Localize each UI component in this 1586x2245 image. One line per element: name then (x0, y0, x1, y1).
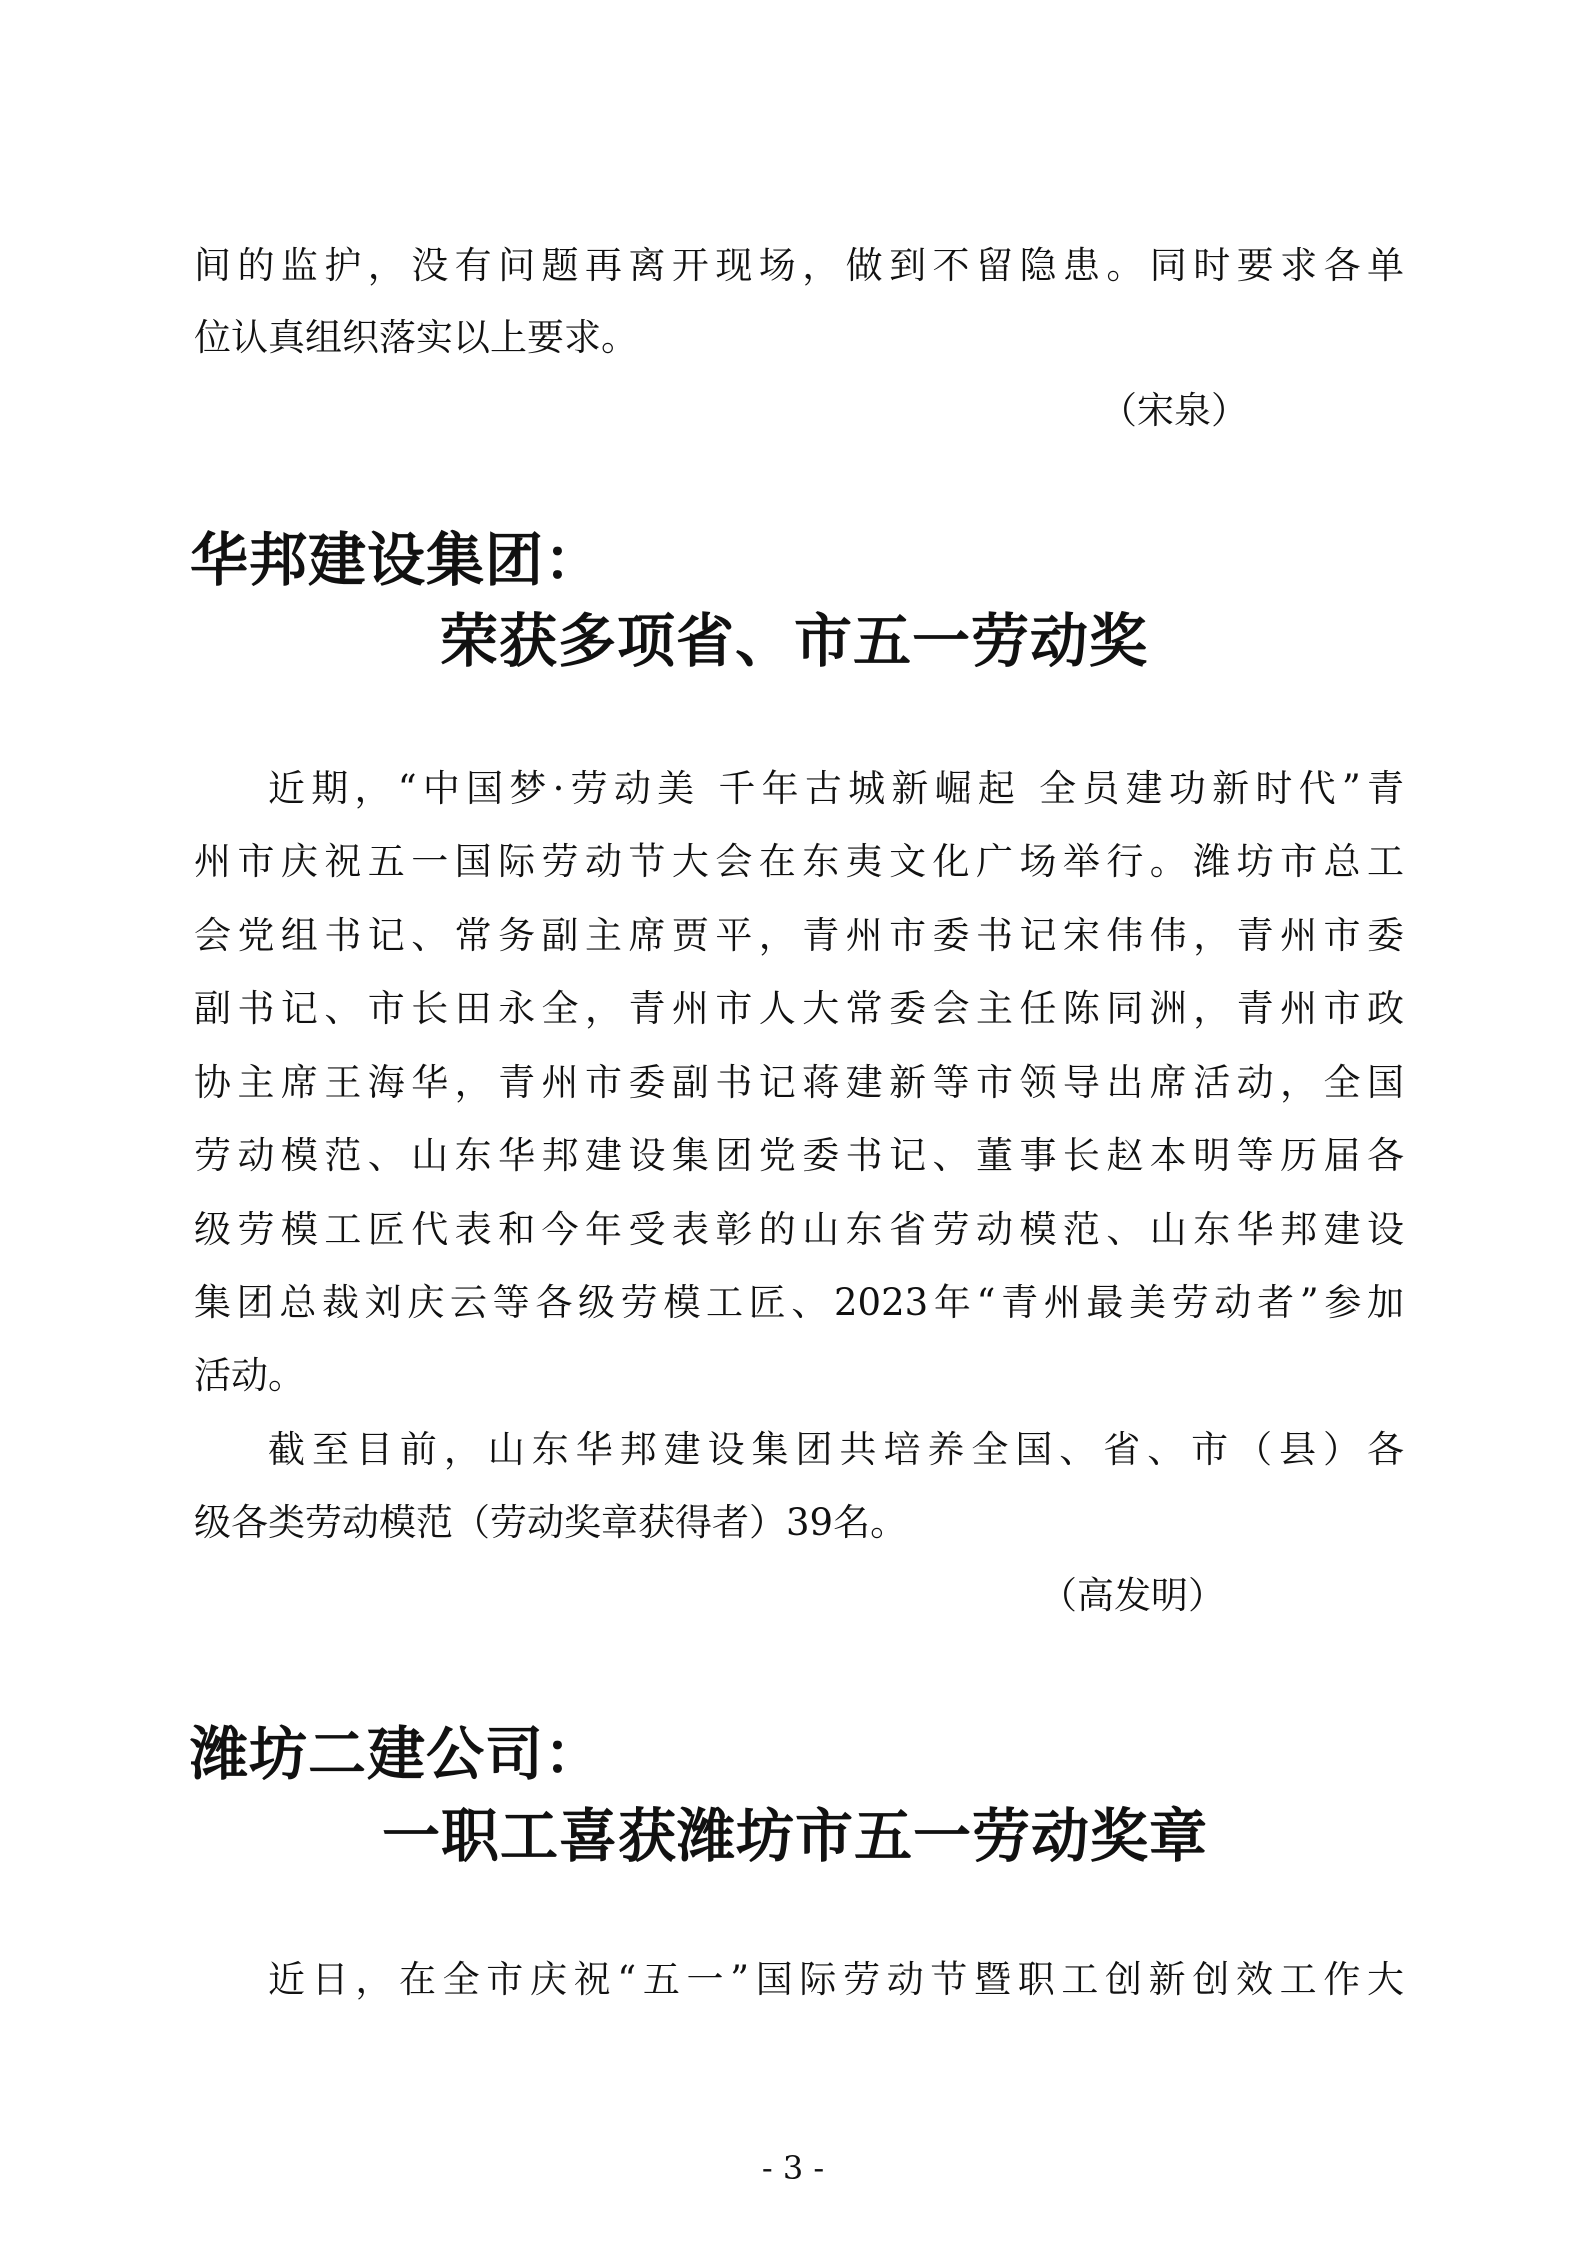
body-text-line: 协主席王海华，青州市委副书记蒋建新等市领导出席活动，全国 (194, 1061, 1404, 1104)
body-text-line: 级各类劳动模范（劳动奖章获得者）39名。 (194, 1501, 908, 1544)
body-text-line: 级劳模工匠代表和今年受表彰的山东省劳动模范、山东华邦建设 (194, 1208, 1404, 1251)
body-text-line: 截至目前，山东华邦建设集团共培养全国、省、市（县）各 (268, 1428, 1404, 1471)
body-text-line: 间的监护，没有问题再离开现场，做到不留隐患。同时要求各单 (194, 244, 1404, 287)
page-number: - 3 - (761, 2149, 825, 2187)
body-text-line: 劳动模范、山东华邦建设集团党委书记、董事长赵本明等历届各 (194, 1134, 1404, 1177)
body-text-line: 近日，在全市庆祝“五一”国际劳动节暨职工创新创效工作大 (268, 1958, 1404, 2001)
author-byline: （高发明） (1040, 1574, 1225, 1617)
body-text-line: 近期，“中国梦·劳动美 千年古城新崛起 全员建功新时代”青 (268, 767, 1404, 810)
article-title-heading: 一职工喜获潍坊市五一劳动奖章 (382, 1802, 1209, 1870)
article-org-heading: 潍坊二建公司： (190, 1720, 604, 1788)
body-text-line: 州市庆祝五一国际劳动节大会在东夷文化广场举行。潍坊市总工 (194, 840, 1404, 883)
body-text-line: 集团总裁刘庆云等各级劳模工匠、2023年“青州最美劳动者”参加 (194, 1281, 1404, 1324)
article-org-heading: 华邦建设集团： (190, 526, 604, 594)
author-byline: （宋泉） (1100, 389, 1248, 432)
article-title-heading: 荣获多项省、市五一劳动奖 (440, 607, 1149, 675)
body-text-line: 活动。 (194, 1354, 305, 1397)
body-text-line: 会党组书记、常务副主席贾平，青州市委书记宋伟伟，青州市委 (194, 914, 1404, 957)
body-text-line: 副书记、市长田永全，青州市人大常委会主任陈同洲，青州市政 (194, 987, 1404, 1030)
body-text-line: 位认真组织落实以上要求。 (194, 316, 638, 359)
